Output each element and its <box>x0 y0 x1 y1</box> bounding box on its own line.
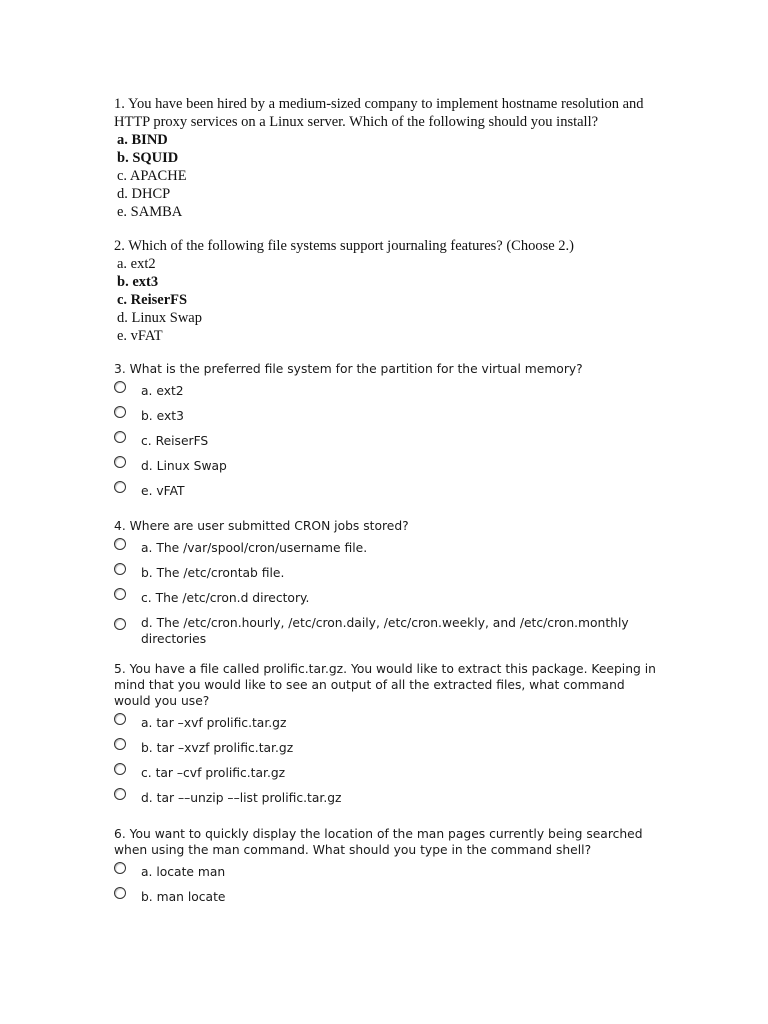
radio-button[interactable] <box>114 738 126 750</box>
radio-button[interactable] <box>114 456 126 468</box>
question-3-option-d[interactable] <box>114 455 659 475</box>
option-label: a. ext2 <box>141 384 184 398</box>
radio-button[interactable] <box>114 618 126 630</box>
question-1-option-a: a. BIND <box>117 132 168 148</box>
question-2-option-e: e. vFAT <box>117 328 163 344</box>
question-2 <box>114 237 664 345</box>
radio-button[interactable] <box>114 538 126 550</box>
question-2-option-b: b. ext3 <box>117 274 159 290</box>
option-label: d. tar ––unzip ––list prolific.tar.gz <box>141 791 342 805</box>
question-5-option-b[interactable] <box>114 737 659 757</box>
question-5-option-a[interactable] <box>114 712 659 732</box>
question-3-option-b[interactable] <box>114 405 659 425</box>
question-4-text: 4. Where are user submitted CRON jobs stored? <box>114 519 409 533</box>
question-4-option-b[interactable] <box>114 562 659 582</box>
option-label: a. locate man <box>141 865 226 879</box>
question-1-option-c: c. APACHE <box>117 168 187 184</box>
question-2-option-c: c. ReiserFS <box>117 292 188 308</box>
question-4 <box>114 518 659 647</box>
question-6-option-b[interactable] <box>114 886 659 906</box>
option-label: b. man locate <box>141 890 226 904</box>
radio-button[interactable] <box>114 763 126 775</box>
question-6 <box>114 826 659 906</box>
radio-button[interactable] <box>114 431 126 443</box>
question-6-option-a[interactable] <box>114 861 659 881</box>
option-label: b. The /etc/crontab file. <box>141 566 285 580</box>
option-label: c. ReiserFS <box>141 434 209 448</box>
question-1-option-e: e. SAMBA <box>117 204 183 220</box>
question-2-text: 2. Which of the following file systems support journaling features? (Choose 2.) <box>114 238 575 254</box>
option-label: a. tar –xvf prolific.tar.gz <box>141 716 287 730</box>
radio-button[interactable] <box>114 481 126 493</box>
question-1 <box>114 95 664 221</box>
radio-button[interactable] <box>114 563 126 575</box>
question-3-option-c[interactable] <box>114 430 659 450</box>
option-label: b. tar –xvzf prolific.tar.gz <box>141 741 294 755</box>
question-1-text: 1. You have been hired by a medium-sized company to implement hostname resolution and HTTP proxy services on a Linux server. Which of the following should you install? <box>114 96 644 130</box>
radio-button[interactable] <box>114 887 126 899</box>
question-5-text: 5. You have a file called prolific.tar.gz. You would like to extract this package. Keeping in mind that you would like to see an output of all the extracted files, what command would you use? <box>114 662 656 708</box>
question-2-option-a: a. ext2 <box>117 256 156 272</box>
question-4-option-c[interactable] <box>114 587 659 607</box>
question-2-option-d: d. Linux Swap <box>117 310 202 326</box>
question-5-option-d[interactable] <box>114 787 659 807</box>
option-label: a. The /var/spool/cron/username file. <box>141 541 368 555</box>
option-label: d. Linux Swap <box>141 459 227 473</box>
option-label: e. vFAT <box>141 484 185 498</box>
radio-button[interactable] <box>114 588 126 600</box>
radio-button[interactable] <box>114 862 126 874</box>
question-3-option-e[interactable] <box>114 480 659 500</box>
question-5-option-c[interactable] <box>114 762 659 782</box>
question-4-option-d[interactable] <box>114 612 659 647</box>
radio-button[interactable] <box>114 788 126 800</box>
question-4-option-a[interactable] <box>114 537 659 557</box>
option-label: b. ext3 <box>141 409 184 423</box>
radio-button[interactable] <box>114 381 126 393</box>
radio-button[interactable] <box>114 406 126 418</box>
option-label: c. tar –cvf prolific.tar.gz <box>141 766 286 780</box>
option-label: d. The /etc/cron.hourly, /etc/cron.daily, /etc/cron.weekly, and /etc/cron.monthly directories <box>141 616 629 646</box>
question-3-text: 3. What is the preferred file system for the partition for the virtual memory? <box>114 362 583 376</box>
question-5 <box>114 661 659 807</box>
question-6-text: 6. You want to quickly display the location of the man pages currently being searched when using the man command. What should you type in the command shell? <box>114 827 643 857</box>
question-3 <box>114 361 659 500</box>
option-label: c. The /etc/cron.d directory. <box>141 591 310 605</box>
question-3-option-a[interactable] <box>114 380 659 400</box>
question-1-option-d: d. DHCP <box>117 186 171 202</box>
question-1-option-b: b. SQUID <box>117 150 179 166</box>
radio-button[interactable] <box>114 713 126 725</box>
